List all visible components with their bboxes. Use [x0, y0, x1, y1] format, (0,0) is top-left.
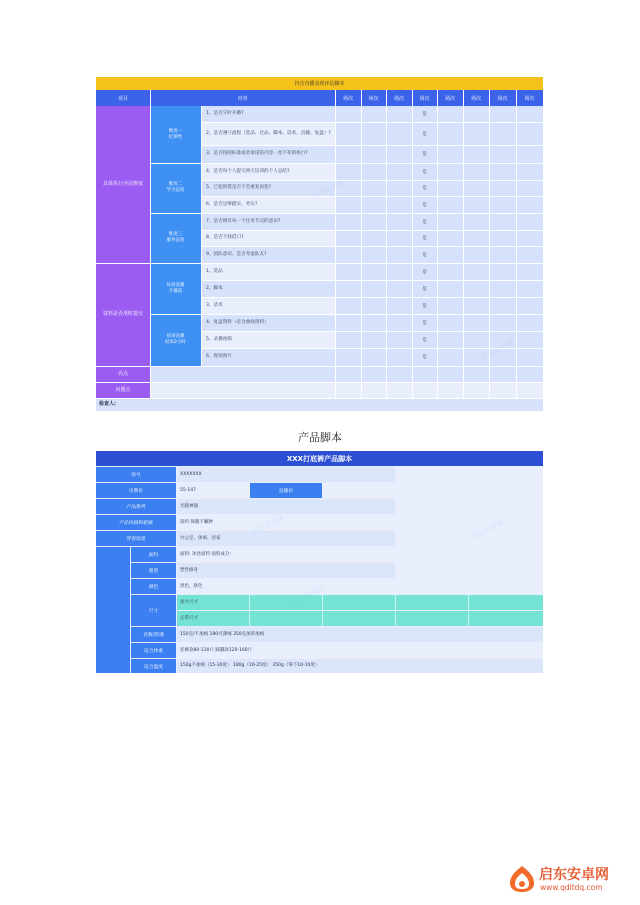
- grid-vline: [489, 90, 490, 398]
- style-label: 产品风格和轮廓: [96, 515, 176, 530]
- grid-vline: [395, 595, 396, 626]
- header-session: 场次: [489, 90, 516, 106]
- product-script-table: [96, 451, 543, 673]
- mark-yes: 是: [422, 131, 427, 137]
- table-row: 9、团队意识、是否考虑队友?: [201, 246, 335, 263]
- grid-hline: [201, 331, 543, 332]
- grid-hline: [96, 398, 543, 399]
- model-label: 款号: [96, 467, 176, 482]
- header-session: 场次: [463, 90, 489, 106]
- section-caption: 产品脚本: [298, 431, 342, 444]
- fit-value: 塑性修身: [177, 563, 395, 578]
- logo-url: www.qdltdq.com: [540, 883, 603, 892]
- header-project: 项目: [96, 90, 150, 106]
- sub-dimension-2-line2: 学习态度: [166, 188, 185, 193]
- mark-yes: 是: [422, 169, 427, 175]
- inspector-label: 检查人:: [99, 401, 116, 407]
- evaluation-table: [96, 77, 543, 411]
- mark-yes: 是: [422, 320, 427, 326]
- sub-before-live-line1: 每场直播: [166, 282, 185, 288]
- grid-hline: [150, 314, 543, 315]
- header-session: 场次: [361, 90, 386, 106]
- inspector-row: [96, 398, 543, 411]
- price-label: 吊牌价: [96, 483, 176, 498]
- grid-vline: [150, 90, 151, 398]
- grid-vline: [516, 90, 517, 398]
- attribute-group-spacer: [96, 547, 130, 673]
- model-value: XXXXXXX: [177, 467, 395, 482]
- color-value: 黑色、肤色: [177, 579, 395, 594]
- grid-vline: [322, 595, 323, 626]
- grid-hline: [96, 263, 543, 264]
- price-value: 55-147: [177, 483, 249, 498]
- mark-yes: 是: [422, 112, 427, 117]
- sub-dimension-3-line1: 维度三: [168, 232, 183, 237]
- table-row: 4、复盘资料（必含曲线资料）: [201, 314, 335, 331]
- sub-dimension-1-line1: 维度一: [168, 128, 183, 134]
- product-table-title: XXX打底裤产品脚本: [96, 451, 543, 466]
- table-row: 5、已犯的错是否不会重复再犯?: [201, 180, 335, 196]
- scene-value: 办公室、休闲、居家: [177, 531, 395, 546]
- site-logo[interactable]: [507, 862, 635, 898]
- highlights-label: 亮点: [96, 366, 150, 382]
- grid-hline: [150, 163, 543, 164]
- group-execution-dimension: 具体执行评估维度: [96, 106, 150, 263]
- mark-yes: 是: [422, 269, 427, 275]
- fit-label: 版型: [131, 563, 176, 578]
- logo-icon: [507, 864, 537, 894]
- thickness-label: 克数/厚薄: [131, 627, 176, 642]
- grid-hline: [201, 122, 543, 123]
- sub-before-live: [150, 263, 201, 314]
- table-row: 4、是否每个人提交两天培训的个人总结?: [201, 163, 335, 180]
- fabric-value: 面料: 冰丝面料 面料成分:: [177, 547, 395, 562]
- mark-yes: 是: [422, 186, 427, 191]
- header-session: 场次: [386, 90, 412, 106]
- mark-yes: 是: [422, 303, 427, 309]
- mark-yes: 是: [422, 202, 427, 208]
- sub-after-live-line1: 每场直播: [166, 334, 185, 339]
- sub-dimension-2-line1: 维度二: [168, 182, 183, 187]
- grid-vline: [437, 90, 438, 398]
- grid-vline: [386, 90, 387, 398]
- table-row: 1、是否守时开播?: [201, 106, 335, 122]
- grid-vline: [335, 90, 336, 398]
- sub-after-live: [150, 314, 201, 366]
- grid-hline: [201, 246, 543, 247]
- header-content: 内容: [150, 90, 335, 106]
- grid-hline: [201, 196, 543, 197]
- table-row: 7、是否拥有每一个任务节点的意识?: [201, 213, 335, 230]
- logo-name: 启东安卓网: [539, 867, 609, 883]
- grid-hline: [201, 348, 543, 349]
- table-row: 1、选品: [201, 263, 335, 280]
- grid-vline: [468, 595, 469, 626]
- grid-hline: [201, 230, 543, 231]
- sub-dimension-2: [150, 163, 201, 213]
- sub-dimension-3-line2: 服务态度: [166, 238, 185, 243]
- mark-yes: 是: [422, 286, 427, 292]
- grid-vline: [412, 90, 413, 398]
- grid-hline: [201, 180, 543, 181]
- grid-hline: [201, 280, 543, 281]
- header-session: 场次: [437, 90, 463, 106]
- table-row: 6、是否足够踏实、务实?: [201, 196, 335, 213]
- grid-hline: [150, 213, 543, 214]
- table-row: 5、录播视频: [201, 331, 335, 348]
- temperature-value: 150g不加绒（15-30度） 180g（10-25度） 350g（零下10-10度）: [177, 659, 543, 673]
- grid-vline: [249, 595, 250, 626]
- live-price-value: [323, 483, 395, 498]
- grid-vline: [361, 90, 362, 398]
- sub-before-live-line2: 开播前: [168, 288, 183, 294]
- mark-yes: 是: [422, 252, 427, 258]
- issues-content: [150, 382, 543, 398]
- grid-vline: [463, 90, 464, 398]
- evaluation-table-title: 抖音直播表现评估脚本: [96, 77, 543, 90]
- table-row: 2、是否遵守流程（选品、过品、脚本、话术、直播、复盘）?: [201, 122, 335, 145]
- temperature-label: 适合温度: [131, 659, 176, 673]
- table-row: 2、脚本: [201, 280, 335, 297]
- mark-yes: 是: [422, 236, 427, 241]
- header-session: 场次: [335, 90, 361, 106]
- body-weight-label: 适合体重: [131, 643, 176, 658]
- table-row: 3、话术: [201, 297, 335, 314]
- mark-yes: 是: [422, 219, 427, 225]
- sub-after-live-line2: 结束2小时: [165, 340, 186, 345]
- color-label: 颜色: [131, 579, 176, 594]
- sub-dimension-1-line2: 纪律性: [168, 134, 183, 140]
- scene-label: 穿着场景: [96, 531, 176, 546]
- live-price-label: 直播价: [250, 483, 322, 498]
- size-value-normal: 正常尺寸: [177, 611, 543, 626]
- header-session: 场次: [412, 90, 437, 106]
- table-row: 6、现场照片: [201, 348, 335, 366]
- grid-hline: [96, 366, 543, 367]
- sub-dimension-3: [150, 213, 201, 263]
- series-label: 产品系列: [96, 499, 176, 514]
- header-session: 场次: [516, 90, 543, 106]
- mark-yes: 是: [422, 355, 427, 360]
- issues-label: 问题点: [96, 382, 150, 398]
- body-weight-value: 连裤款80-130斤 踩脚款120-160斤: [177, 643, 543, 658]
- fabric-label: 面料: [131, 547, 176, 562]
- size-value-large: 加大尺寸: [177, 595, 543, 610]
- mark-yes: 是: [422, 152, 427, 157]
- grid-hline: [96, 382, 543, 383]
- series-value: 光腿神器: [177, 499, 395, 514]
- group-material-submission: 资料是否准时提交: [96, 263, 150, 366]
- table-row: 8、是否不找借口?: [201, 230, 335, 246]
- grid-hline: [201, 297, 543, 298]
- sub-dimension-1: [150, 106, 201, 163]
- mark-yes: 是: [422, 337, 427, 343]
- thickness-value: 150克/不加绒 180可薄绒 350克加厚加绒: [177, 627, 543, 642]
- highlights-content: [150, 366, 543, 382]
- table-row: 3、是否按照标准或者承诺的内容一丝不苟的执行?: [201, 145, 335, 163]
- size-label: 尺寸: [131, 595, 176, 626]
- grid-hline: [201, 145, 543, 146]
- style-value: 简约 保暖不臃肿: [177, 515, 395, 530]
